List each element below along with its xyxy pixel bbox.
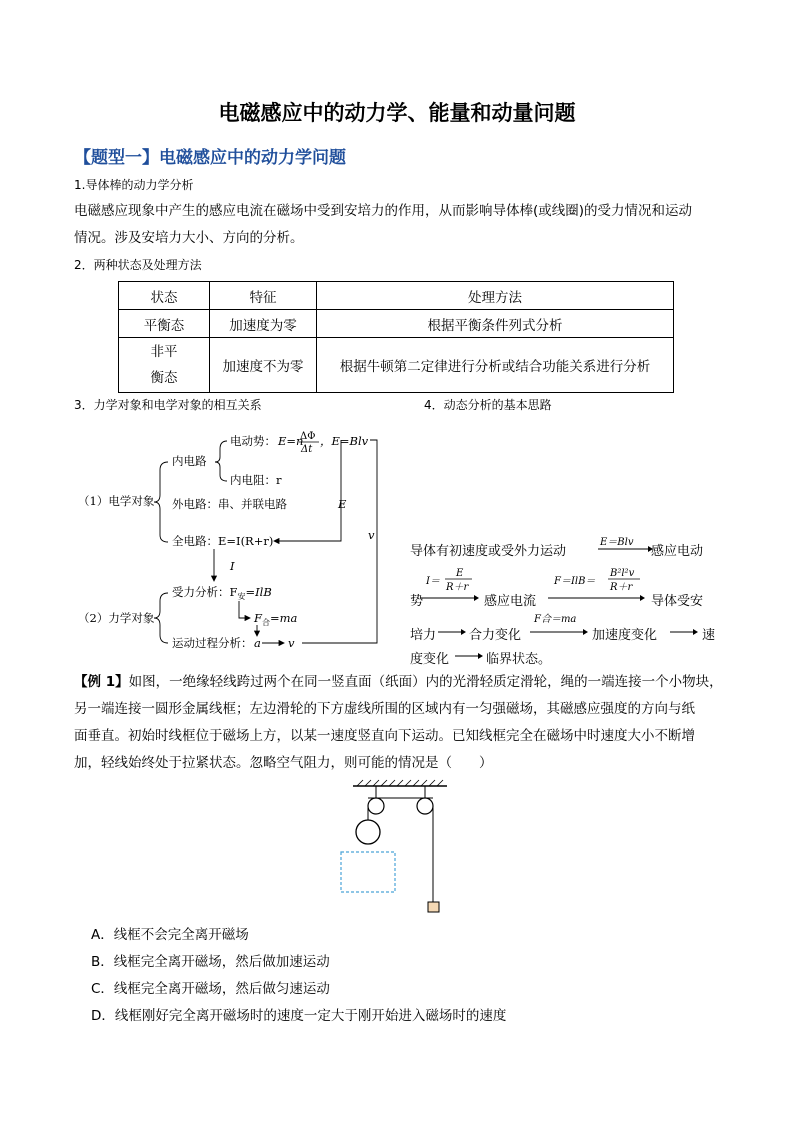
cell-method: 根据平衡条件列式分析 [317, 310, 674, 338]
flow-arrow-4 [438, 622, 468, 642]
option-d: D．线框刚好完全离开磁场时的速度一定大于刚开始进入磁场时的速度 [91, 1008, 507, 1024]
cell-feature: 加速度不为零 [210, 338, 317, 393]
relation-diagram [74, 425, 384, 655]
emf-denominator: Δt [301, 444, 313, 455]
mech-label: （2）力学对象 [78, 611, 155, 625]
left-pulley [368, 798, 384, 814]
flow-l4-a: 度变化 [410, 652, 450, 667]
motion-analysis: 运动过程分析： [172, 636, 253, 650]
motion-a: a [254, 636, 261, 650]
example-line4: 加，轻线始终处于拉紧状态。忽略空气阻力，则可能的情况是（ ） [74, 755, 493, 771]
example-tag: 【例 1】 [74, 674, 129, 690]
section-heading: 【题型一】电磁感应中的动力学问题 [74, 148, 346, 168]
flow-arrow2-pre: I＝ [426, 576, 440, 587]
example-line3: 面垂直。初始时线框位于磁场上方，以某一速度竖直向下运动。已知线框完全在磁场中时速度大小不断增 [74, 728, 695, 744]
s4-heading: 4．动态分析的基本思路 [424, 398, 552, 412]
motion-v: v [288, 636, 295, 650]
magnetic-field-region [341, 852, 395, 892]
flow-arrow2-num: E [456, 568, 464, 579]
flow-l3-b: 合力变化 [469, 628, 522, 643]
flow-l4-b: 临界状态。 [486, 652, 552, 667]
emf-prefix: 电动势： [230, 434, 276, 448]
cell-state-line1: 非平 [150, 344, 178, 360]
flow-arrow3-pre: F＝IlB＝ [554, 576, 596, 587]
states-table [118, 281, 674, 393]
fhe-prefix: F [254, 611, 262, 625]
right-pulley [417, 798, 433, 814]
fhe-formula [253, 611, 298, 627]
flow-arrow-7 [455, 646, 485, 666]
v-label: v [368, 528, 375, 542]
option-b: B．线框完全离开磁场，然后做加速运动 [91, 954, 330, 970]
s2-heading: 2．两种状态及处理方法 [74, 258, 202, 272]
total-circuit: 全电路：E=I(R+r) [172, 534, 274, 548]
cell-feature: 加速度为零 [210, 310, 317, 338]
s1-heading: 1.导体棒的动力学分析 [74, 178, 194, 192]
header-state: 状态 [119, 282, 210, 310]
s1-line2: 情况。涉及安培力大小、方向的分析。 [74, 230, 304, 246]
force-suffix: =IlB [245, 585, 272, 599]
flow-line1 [410, 540, 566, 559]
flow-l2-c: 导体受安 [651, 594, 704, 609]
header-feature: 特征 [210, 282, 317, 310]
small-block [428, 902, 439, 912]
header-method: 处理方法 [317, 282, 674, 310]
metal-ring [356, 820, 380, 844]
flow-arrow3-den: R＋r [610, 582, 633, 593]
e-label: E [338, 497, 347, 511]
fhe-suffix: =ma [269, 611, 298, 625]
example-text1: 如图，一绝缘轻线跨过两个在同一竖直面（纸面）内的光滑轻质定滑轮，绳的一端连接一个小物块， [128, 674, 723, 690]
outer-circuit: 外电路：串、并联电路 [172, 497, 287, 511]
pulley-diagram [335, 778, 465, 918]
option-c: C．线框完全离开磁场，然后做匀速运动 [91, 981, 330, 997]
flow-l1-a: 导体有初速度或受外力运动 [410, 544, 567, 559]
force-sub: 安 [237, 592, 246, 601]
flow-arrow3-num: B²l²v [610, 568, 635, 579]
flow-l3-c: 加速度变化 [592, 628, 658, 643]
table-row [119, 310, 674, 338]
page-title: 电磁感应中的动力学、能量和动量问题 [218, 101, 576, 125]
flow-arrow-1 [598, 535, 654, 557]
emf-numerator: ΔΦ [300, 431, 316, 442]
flow-l3-a: 培力 [410, 628, 437, 643]
i-label: I [230, 559, 235, 573]
force-prefix: 受力分析：F [172, 585, 238, 599]
flow-arrow-5 [530, 610, 590, 642]
flow-l2-b: 感应电流 [484, 594, 537, 609]
flow-l2-a: 势 [410, 594, 424, 609]
cell-state: 平衡态 [119, 310, 210, 338]
inner-resistance: 内电阻：r [230, 473, 282, 487]
flow-arrow-2 [420, 566, 480, 606]
table-row [119, 338, 674, 393]
emf-formula1: E=n [278, 434, 304, 448]
flow-l1-b: 感应电动 [651, 544, 704, 559]
option-a: A．线框不会完全离开磁场 [91, 927, 249, 943]
emf-formula2: ，E=Blv [320, 434, 369, 448]
elec-label: （1）电学对象 [78, 494, 155, 508]
flow-arrow5-label: F合＝ma [534, 614, 577, 625]
cell-state-line2: 衡态 [150, 370, 178, 386]
flow-arrow2-den: R＋r [446, 582, 469, 593]
cell-method: 根据牛顿第二定律进行分析或结合功能关系进行分析 [317, 338, 674, 393]
s1-line1: 电磁感应现象中产生的感应电流在磁场中受到安培力的作用，从而影响导体棒(或线圈)的受力情况和运动 [74, 203, 693, 219]
force-analysis [172, 585, 272, 601]
cell-state [119, 338, 210, 393]
s3-heading: 3．力学对象和电学对象的相互关系 [74, 398, 262, 412]
flow-arrow1-label: E＝Blv [600, 537, 634, 548]
flow-arrow-6 [670, 622, 700, 642]
inner-circuit-label: 内电路 [172, 454, 207, 468]
example-line2: 另一端连接一圆形金属线框；左边滑轮的下方虚线所围的区域内有一匀强磁场，其磁感应强度的方向与纸 [74, 701, 695, 717]
fhe-sub: 合 [261, 618, 270, 627]
flow-arrow-3 [548, 566, 646, 606]
table-header-row [119, 282, 674, 310]
example-line1 [74, 672, 723, 692]
flow-l3-d: 速 [702, 628, 716, 643]
